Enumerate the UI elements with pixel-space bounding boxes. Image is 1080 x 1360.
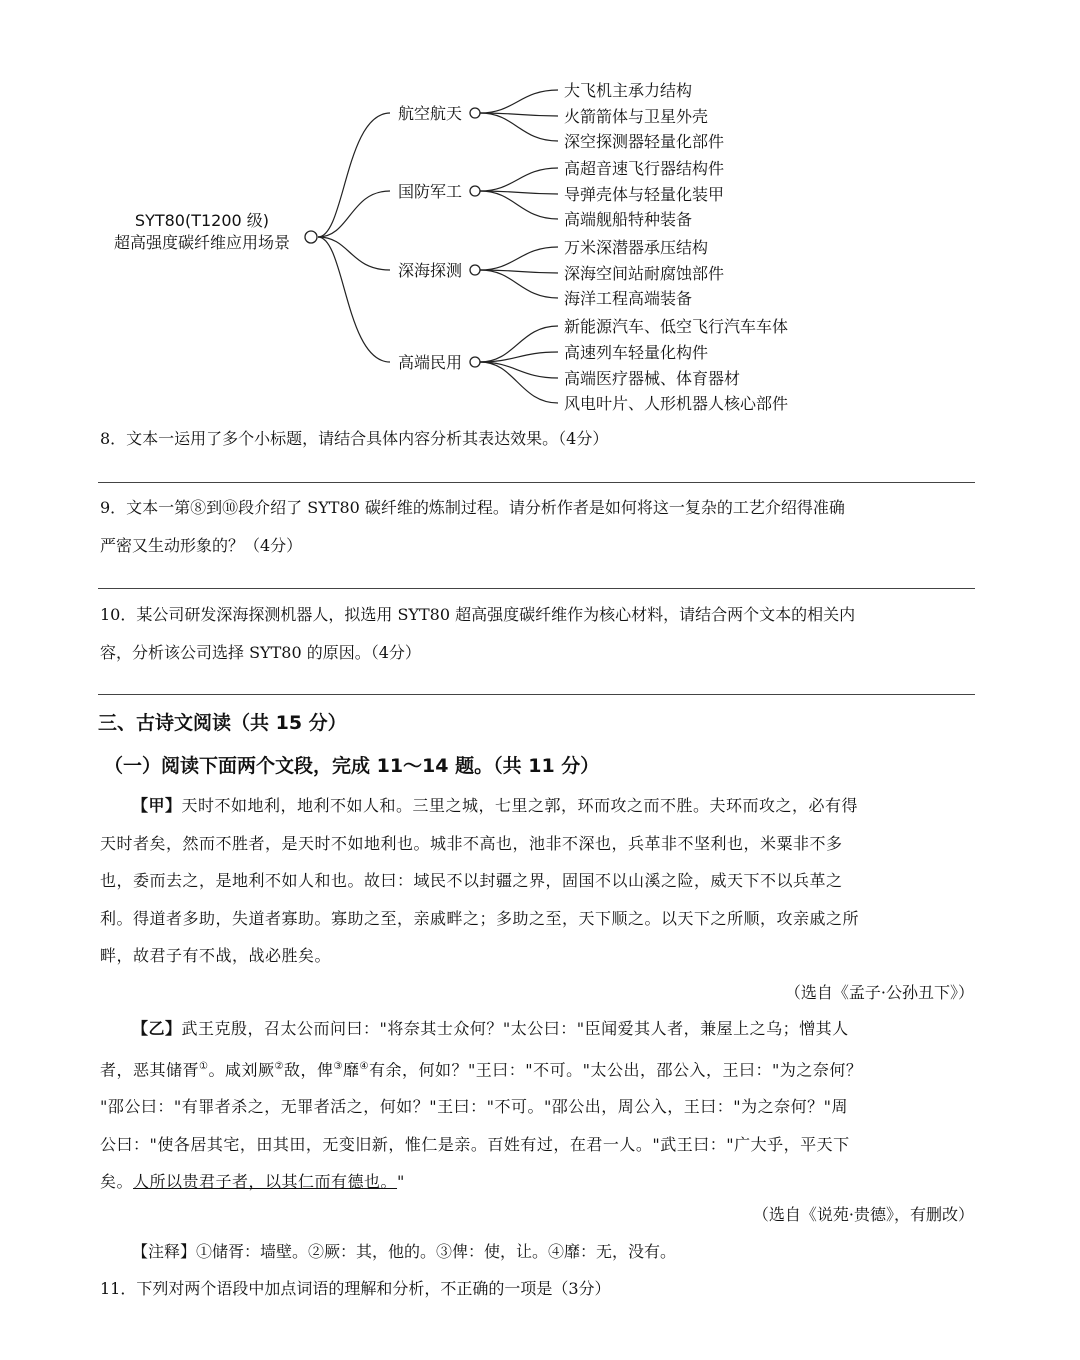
question-8: 8．文本一运用了多个小标题，请结合具体内容分析其表达效果。（4分） [100,429,609,448]
annotation-notes: 【注释】①储胥：墙壁。②厥：其，他的。③俾：使，让。④靡：无，没有。 [132,1242,677,1261]
leaf-label: 海洋工程高端装备 [564,289,693,308]
branch-node-circle [470,265,480,275]
branch-label-deepsea: 深海探测 [398,261,463,280]
leaf-label: 万米深潜器承压结构 [564,238,709,257]
question-9 [100,489,980,565]
root-label-line1: SYT80(T1200 级) [134,211,270,230]
answer-line[interactable] [98,588,975,589]
passage-b-line: 公曰："使各居其宅，田其田，无变旧新，惟仁是亲。百姓有过，在君一人。"武王曰："广大乎，平天下 [100,1134,850,1154]
branch-label-aerospace: 航空航天 [398,104,463,123]
branch-node-circle [470,357,480,367]
passage-a-line: 畔，故君子有不战，战必胜矣。 [100,946,332,965]
leaf-label: 大飞机主承力结构 [564,81,693,100]
footnote-marker: ① [199,1060,209,1072]
passage-b-line: "邵公曰："有罪者杀之，无罪者活之，何如？"王曰："不可。"邵公出，周公入，王曰："为之奈何？"周 [100,1097,849,1117]
question-10-line2: 容，分析该公司选择 SYT80 的原因。（4分） [100,643,421,662]
passage-a [100,787,978,975]
connector-root-deepsea [318,237,390,270]
passage-b-line: 武王克殷，召太公而问曰："将奈其士众何？"太公曰："臣闻爱其人者，兼屋上之乌；憎其人 [181,1019,849,1038]
passage-b-line: 矣。人所以贵君子者，以其仁而有德也。" [100,1172,405,1192]
leaf-label: 高超音速飞行器结构件 [564,159,725,178]
leaf-label: 新能源汽车、低空飞行汽车车体 [564,317,789,336]
passage-b-source: （选自《说苑·贵德》，有删改） [752,1205,974,1224]
leaf-label: 高速列车轻量化构件 [564,343,709,362]
section-subtitle: （一）阅读下面两个文段，完成 11～14 题。（共 11 分） [104,755,600,777]
question-10-line1: 10．某公司研发深海探测机器人，拟选用 SYT80 超高强度碳纤维作为核心材料，请结合两个文本的相关内 [100,605,856,624]
connector-root-aerospace [318,113,390,237]
leaf-label: 高端舰船特种装备 [564,210,693,229]
root-label-line2: 超高强度碳纤维应用场景 [113,233,291,252]
passage-a-line: 天时者矣，然而不胜者，是天时不如地利也。城非不高也，池非不深也，兵革非不坚利也，米粟非不多 [100,833,843,853]
passage-b [100,1010,978,1201]
passage-b-tag: 【乙】 [132,1019,182,1038]
question-9-line2: 严密又生动形象的？（4分） [100,536,303,555]
answer-line[interactable] [98,694,975,695]
branch-label-civil: 高端民用 [398,353,463,372]
footnote-marker: ③ [333,1060,343,1072]
passage-a-line: 天时不如地利，地利不如人和。三里之城，七里之郭，环而攻之而不胜。夫环而攻之，必有得 [181,796,859,815]
section-title: 三、古诗文阅读（共 15 分） [98,712,347,734]
branch-label-defense: 国防军工 [398,182,463,201]
leaf-label: 深海空间站耐腐蚀部件 [564,264,725,283]
branch-node-circle [470,186,480,196]
footnote-marker: ② [274,1060,284,1072]
root-node-circle [305,231,317,243]
leaf-label: 高端医疗器械、体育器材 [564,369,741,388]
leaf-label: 深空探测器轻量化部件 [564,132,725,151]
underlined-sentence: 人所以贵君子者，以其仁而有德也。 [133,1172,398,1192]
answer-line[interactable] [98,482,975,483]
mindmap-diagram [0,0,1080,420]
passage-a-tag: 【甲】 [132,796,182,815]
passage-a-line: 利。得道者多助，失道者寡助。寡助之至，亲戚畔之；多助之至，天下顺之。以天下之所顺，攻亲戚之所 [100,908,860,928]
footnote-marker: ④ [359,1060,369,1072]
question-9-line1: 9．文本一第⑧到⑩段介绍了 SYT80 碳纤维的炼制过程。请分析作者是如何将这一复杂的工艺介绍得准确 [100,498,845,517]
question-11: 11．下列对两个语段中加点词语的理解和分析，不正确的一项是（3分） [100,1279,611,1298]
leaf-label: 风电叶片、人形机器人核心部件 [564,394,789,413]
passage-a-source: （选自《孟子·公孙丑下》） [784,983,974,1002]
leaf-label: 导弹壳体与轻量化装甲 [564,185,725,204]
passage-a-line: 也，委而去之，是地利不如人和也。故曰：域民不以封疆之界，固国不以山溪之险，威天下不以兵革之 [100,871,843,890]
passage-b-line: 者，恶其储胥①。咸刘厥②敌，俾③靡④有余，何如？"王曰："不可。"太公出，邵公入，王曰："为之奈何？ [100,1059,863,1079]
leaf-label: 火箭箭体与卫星外壳 [564,107,709,126]
question-10 [100,596,980,672]
branch-node-circle [470,108,480,118]
